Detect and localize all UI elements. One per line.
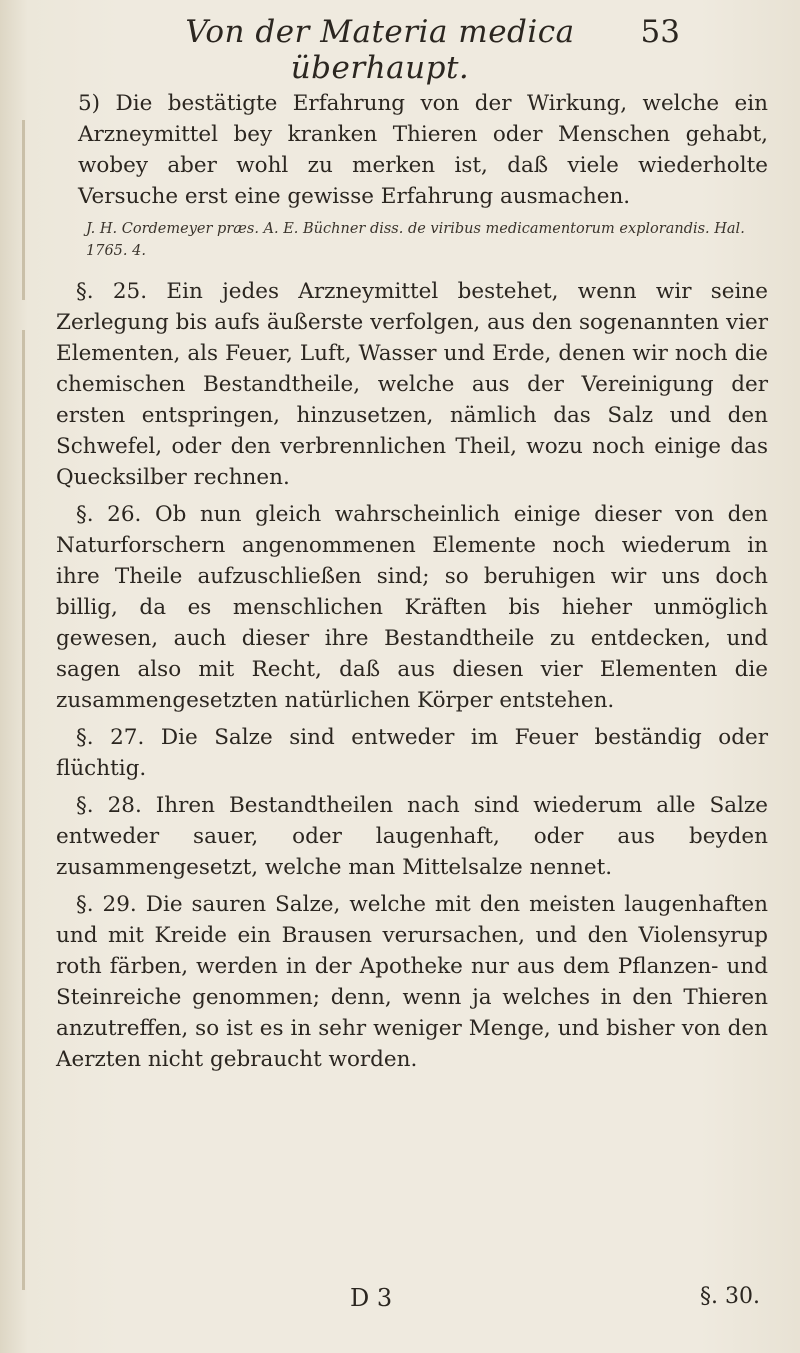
section-26	[56, 499, 768, 716]
section-marker: §. 28.	[76, 793, 142, 818]
section-marker: §. 26.	[76, 502, 142, 527]
section-27	[56, 722, 768, 784]
catchword: §. 30.	[700, 1284, 760, 1309]
section-text: Ob nun gleich wahrscheinlich einige dieser von den Naturforschern angenommenen Elemente noch wiederum in ihre Theile aufzuschließen sind; so beruhigen wir uns doch billig, da es menschlichen Kräften bis hieher unmöglich gewesen, auch dieser ihre Bestandtheile zu entdecken, und sagen also mit Recht, daß aus diesen vier Elementen die zusammengesetzten natürlichen Körper entstehen.	[56, 502, 768, 713]
body-text	[56, 88, 768, 1081]
footnote-reference	[86, 218, 768, 262]
section-28	[56, 790, 768, 883]
page-header	[120, 6, 680, 86]
page-footer	[0, 1284, 800, 1324]
section-marker: §. 27.	[76, 725, 145, 750]
note-text: J. H. Cordemeyer præs. A. E. Büchner diss. de viribus medicamentorum explorandis. Hal. 1765. 4.	[86, 221, 745, 259]
paragraph-5	[56, 88, 768, 212]
running-head: Von der Materia medica überhaupt.	[185, 14, 575, 86]
paragraph-text: Die bestätigte Erfahrung von der Wirkung, welche ein Arzneymittel bey kranken Thieren oder Menschen gehabt, wobey aber wohl zu merken ist, daß viele wiederholte Versuche erst eine gewisse Erfahrung ausmachen.	[78, 91, 768, 209]
section-marker: §. 29.	[76, 892, 137, 917]
page-number: 53	[640, 14, 680, 50]
page-edge-shadow	[22, 330, 25, 1290]
section-29	[56, 889, 768, 1075]
section-25	[56, 276, 768, 493]
signature-mark: D 3	[350, 1284, 393, 1312]
section-text: Die Salze sind entweder im Feuer beständig oder flüchtig.	[56, 725, 768, 781]
section-text: Die sauren Salze, welche mit den meisten laugenhaften und mit Kreide ein Brausen verursachen, und den Violensyrup roth färben, werden in der Apotheke nur aus dem Pflanzen- und Steinreiche genommen; denn, wenn ja welches in den Thieren anzutreffen, so ist es in sehr weniger Menge, und bisher von den Aerzten nicht gebraucht worden.	[56, 892, 768, 1072]
section-marker: §. 25.	[76, 279, 148, 304]
paragraph-marker: 5)	[78, 91, 101, 116]
section-text: Ein jedes Arzneymittel bestehet, wenn wir seine Zerlegung bis aufs äußerste verfolgen, aus den sogenannten vier Elementen, als Feuer, Luft, Wasser und Erde, denen wir noch die chemischen Bestandtheile, welche aus der Vereinigung der ersten entspringen, hinzusetzen, nämlich das Salz und den Schwefel, oder den verbrennlichen Theil, wozu noch einige das Quecksilber rechnen.	[56, 279, 768, 490]
page-edge-shadow	[22, 120, 25, 300]
section-text: Ihren Bestandtheilen nach sind wiederum alle Salze entweder sauer, oder laugenhaft, oder aus beyden zusammengesetzt, welche man Mittelsalze nennet.	[56, 793, 768, 880]
